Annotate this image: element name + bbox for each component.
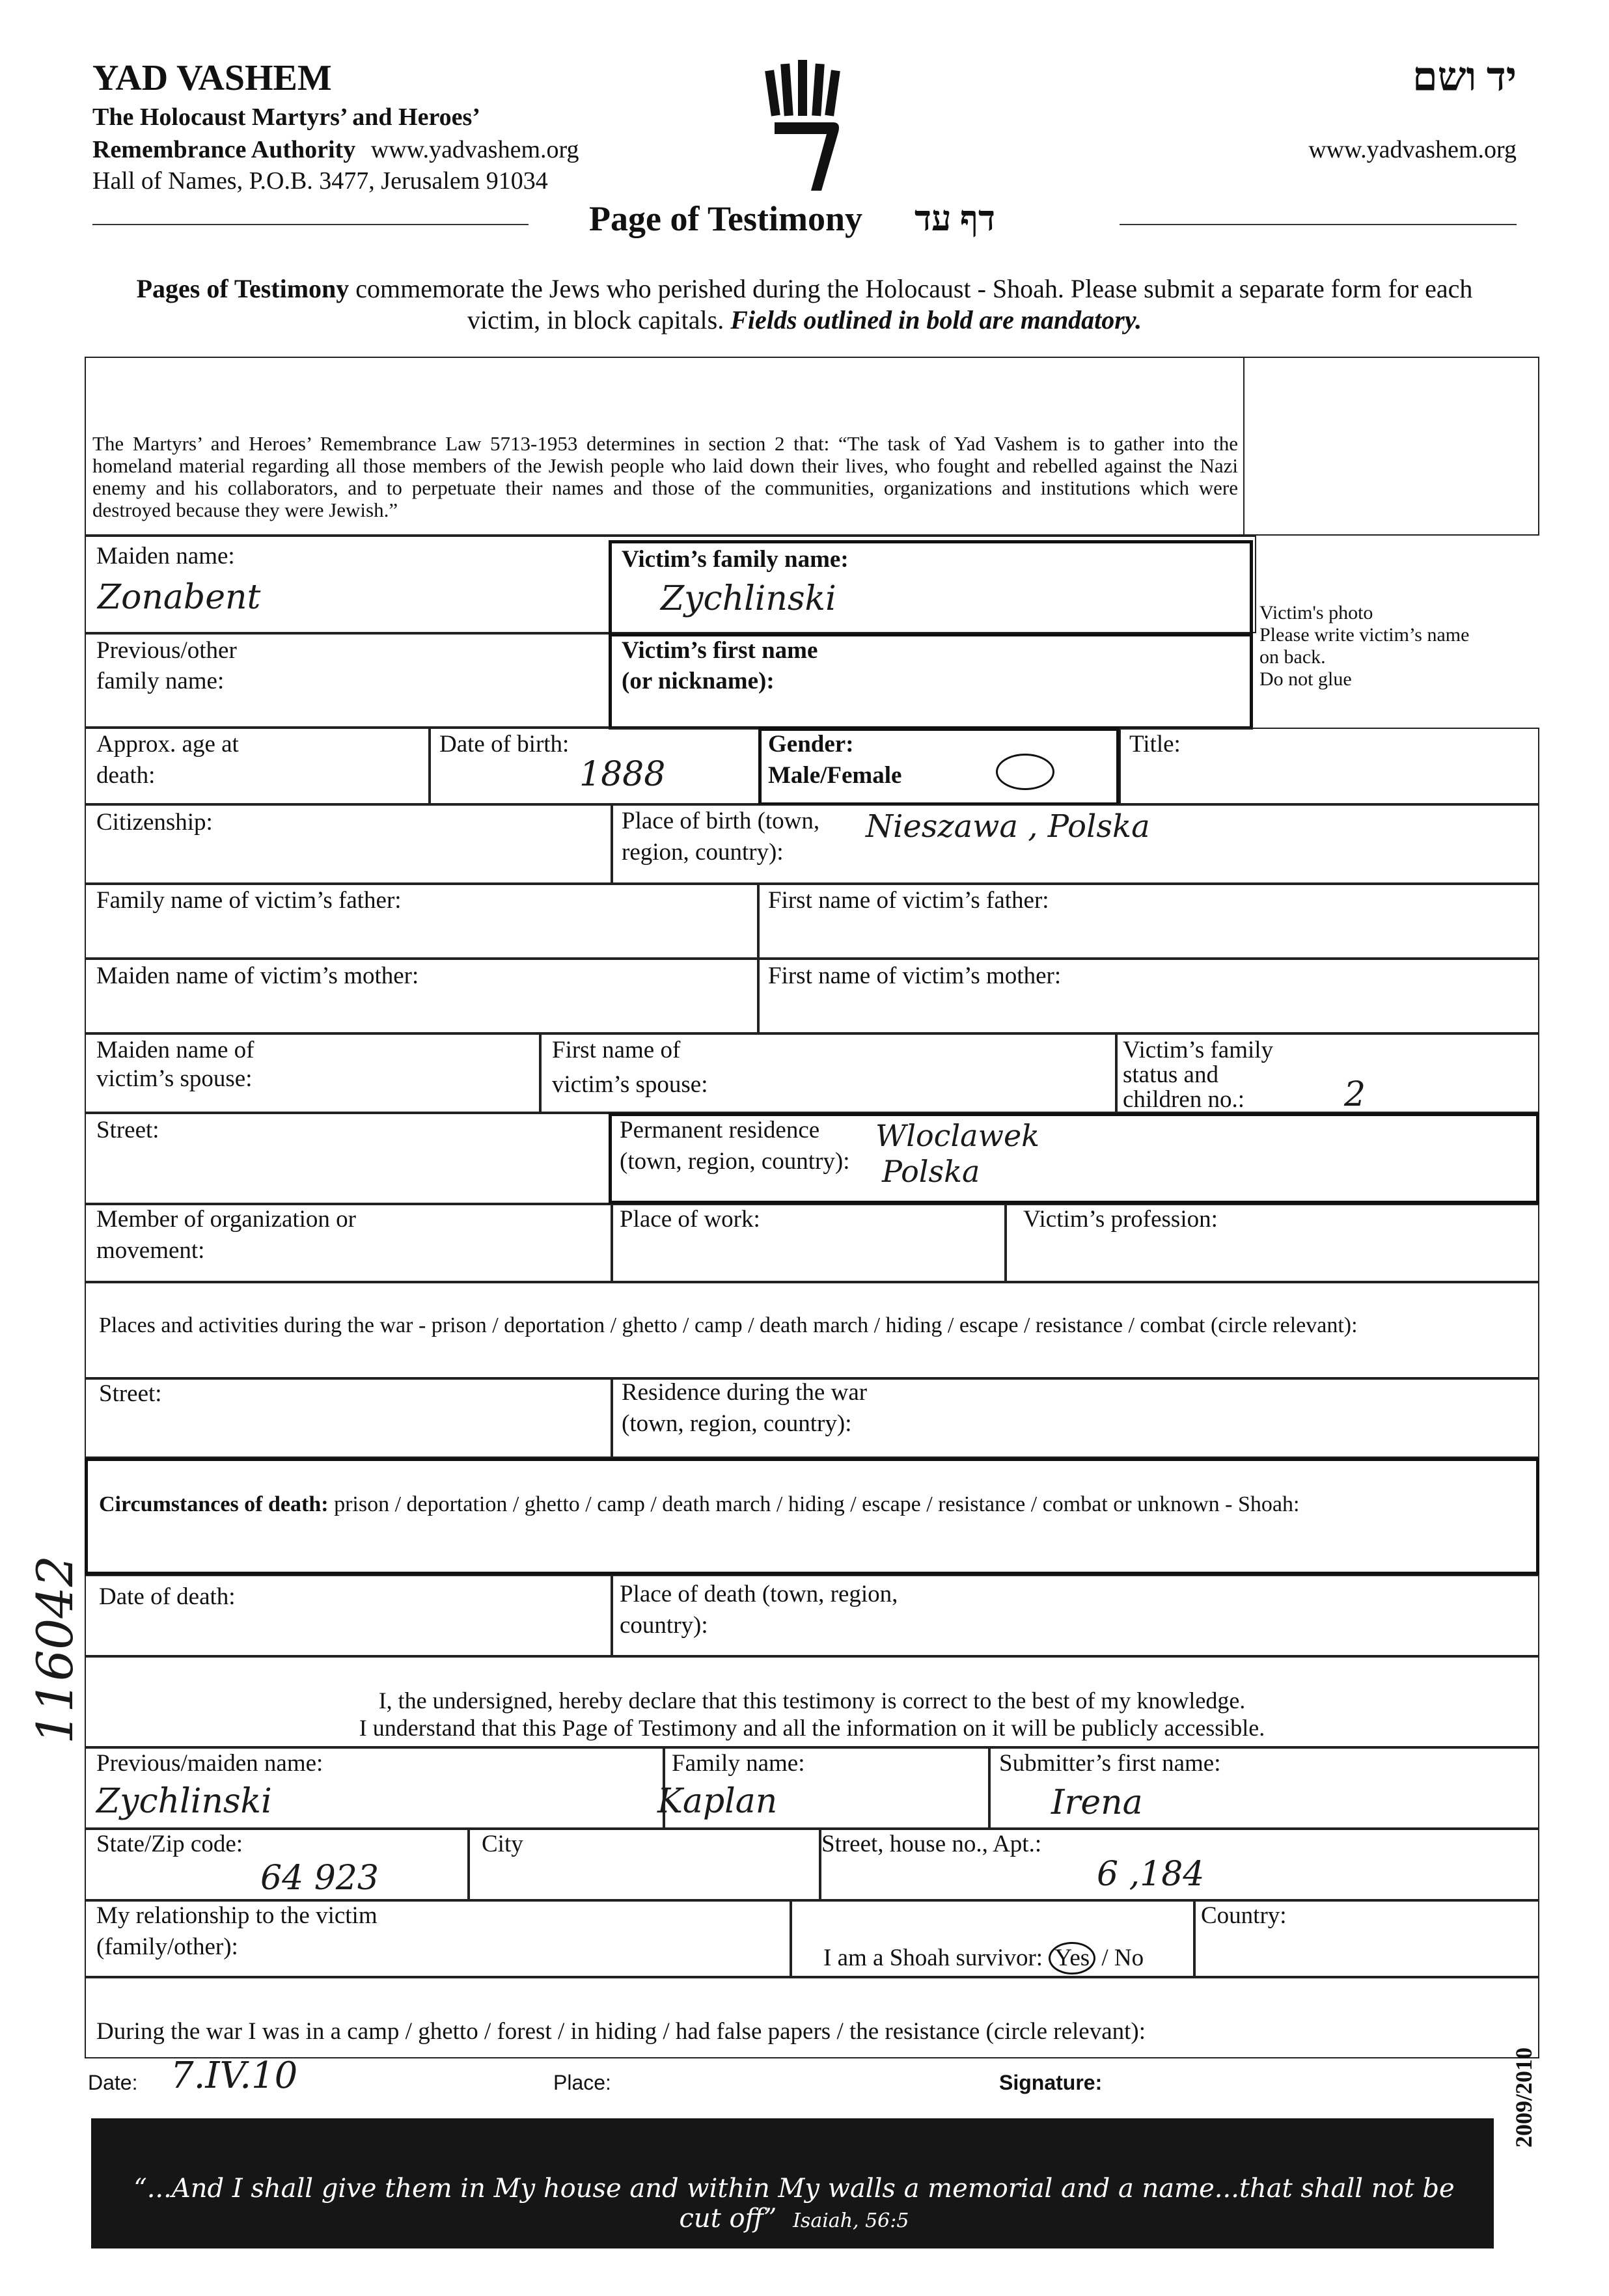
first-name-label2: (or nickname): [622,668,775,694]
mother-first-label: First name of victim’s mother: [768,963,1062,989]
previous-name-label2: family name: [96,668,225,694]
death-circ-options: prison / deportation / ghetto / camp / death march / hiding / escape / resistance / combat or unknown - Shoah: [334,1492,1300,1516]
org-name: YAD VASHEM [92,58,332,98]
intro-text2: victim, in block capitals. [467,305,724,335]
citizenship-label: Citizenship: [96,809,213,836]
maiden-name-value: Zonabent [98,578,261,617]
yad-vashem-logo-icon [762,57,846,200]
signature-label: Signature: [999,2071,1103,2094]
age-label2: death: [96,762,156,789]
org-member-label1: Member of organization or [96,1206,356,1233]
form-title: Page of Testimony [589,199,863,238]
survivor-yes: Yes [1049,1942,1095,1975]
workplace-label: Place of work: [620,1206,760,1233]
submitter-first-name-label: Submitter’s first name: [999,1750,1221,1777]
dob-value: 1888 [579,755,666,794]
photo-line1: Victim's photo [1259,602,1373,623]
title-label: Title: [1129,731,1181,758]
death-circ-row [99,1490,1299,1519]
zip-value: 64 923 [260,1859,379,1898]
form-year: 2009/2010 [1511,2047,1537,2148]
spouse-maiden-label1: Maiden name of [96,1037,254,1063]
photo-line2: Please write victim’s name [1259,624,1470,646]
photo-line3: on back. [1259,646,1326,668]
intro-text: commemorate the Jews who perished during the Holocaust - Shoah. Please submit a separate form for each [355,274,1473,303]
header-rule-right [1120,224,1517,225]
survivor-row [823,1942,1144,1975]
death-circ-label: Circumstances of death: [99,1492,329,1516]
gender-label1: Gender: [768,731,854,758]
submitter-family-name-value: Kaplan [657,1782,778,1821]
org-line3: Remembrance Authority [92,136,356,163]
place-label: Place: [553,2071,611,2094]
photo-area [1243,357,1539,536]
declaration-line2: I understand that this Page of Testimony and all the information on it will be publicly accessible. [359,1715,1265,1741]
family-status-label2: status and [1123,1061,1218,1088]
submitter-prev-name-label: Previous/maiden name: [96,1750,323,1777]
residence-label2: (town, region, country): [620,1148,850,1175]
survivor-no: / No [1101,1945,1144,1971]
relationship-label2: (family/other): [96,1934,238,1960]
pob-label2: region, country): [622,839,784,866]
law-text: The Martyrs’ and Heroes’ Remembrance Law 5713-1953 determines in section 2 that: “The task of Yad Vashem is to gather into the homeland material regarding all those members of the Jewish people who laid down their lives, who fought and rebelled against the Nazi enemy and his collaborators, and to perpetuate their names and those of the communities, organizations and institutions which were destroyed because they were Jewish.” [92,432,1238,521]
country-label: Country: [1201,1902,1287,1929]
submitter-first-name-value: Irena [1051,1783,1143,1822]
street-cell [85,1113,612,1204]
gender-label2: Male/Female [768,762,902,789]
pob-value: Nieszawa , Polska [866,808,1150,845]
spouse-first-label2: victim’s spouse: [552,1071,708,1098]
war-street-cell [85,1378,612,1458]
war-residence-label1: Residence during the war [622,1379,868,1406]
footer-quote-ref: Isaiah, 56:5 [793,2209,909,2232]
maiden-name-label: Maiden name: [96,543,235,569]
spouse-maiden-label2: victim’s spouse: [96,1065,253,1092]
father-family-label: Family name of victim’s father: [96,887,402,914]
org-line2: The Holocaust Martyrs’ and Heroes’ [92,103,480,131]
website: www.yadvashem.org [370,136,579,163]
form-title-he: דף עד [915,199,995,238]
dob-label: Date of birth: [439,731,570,758]
submitter-street-value: 6 ,184 [1097,1855,1205,1894]
profession-label: Victim’s profession: [1023,1206,1218,1233]
first-name-label1: Victim’s first name [622,637,818,664]
intro-line2 [0,305,1609,336]
city-label: City [482,1831,523,1857]
org-member-label2: movement: [96,1237,205,1264]
date-value: 7.IV.10 [171,2055,298,2097]
submitter-family-name-label: Family name: [672,1750,805,1777]
mother-maiden-label: Maiden name of victim’s mother: [96,963,419,989]
title-cell [1120,728,1539,804]
family-name-value: Zychlinski [661,579,836,618]
website-he: www.yadvashem.org [1308,136,1517,163]
date-label: Date: [88,2071,138,2094]
family-status-label1: Victim’s family [1123,1037,1274,1063]
children-value: 2 [1344,1075,1366,1114]
place-of-death-label2: country): [620,1612,708,1639]
relationship-label1: My relationship to the victim [96,1902,378,1929]
footer-quote: “...And I shall give them in My house and within My walls a memorial and a name...that shall not be cut off” [133,2174,1455,2234]
place-of-death-label1: Place of death (town, region, [620,1581,898,1607]
street-label: Street: [96,1117,159,1143]
gender-circle-mark [996,754,1054,790]
residence-label1: Permanent residence [620,1117,820,1143]
war-location-label: During the war I was in a camp / ghetto / forest / in hiding / had false papers / the resistance (circle relevant): [96,2018,1146,2045]
intro-line1 [0,273,1609,305]
submitter-prev-name-value: Zychlinski [96,1782,272,1821]
war-street-label: Street: [99,1380,162,1407]
survivor-label: I am a Shoah survivor: [823,1945,1043,1971]
org-name-he: יד ושם [1412,55,1517,100]
war-residence-label2: (town, region, country): [622,1410,852,1437]
intro-mandatory: Fields outlined in bold are mandatory. [730,305,1142,335]
photo-line4: Do not glue [1259,668,1352,690]
war-places-label: Places and activities during the war - prison / deportation / ghetto / camp / death march / hiding / escape / resistance / combat (circle relevant): [99,1313,1358,1337]
family-name-label: Victim’s family name: [622,546,849,573]
archive-number: 116042 [26,1555,84,1744]
age-label1: Approx. age at [96,731,239,758]
org-line3-row [92,135,579,164]
previous-name-label1: Previous/other [96,637,237,664]
intro-bold: Pages of Testimony [136,274,350,303]
submitter-street-label: Street, house no., Apt.: [821,1831,1042,1857]
residence-value1: Wloclawek [875,1118,1040,1153]
date-of-death-label: Date of death: [99,1583,236,1610]
header-rule-left [92,224,529,225]
pob-label1: Place of birth (town, [622,808,820,834]
zip-label: State/Zip code: [96,1831,243,1857]
address: Hall of Names, P.O.B. 3477, Jerusalem 91034 [92,167,548,195]
footer-quote-row [117,2174,1471,2234]
spouse-first-label1: First name of [552,1037,681,1063]
family-status-label3: children no.: [1123,1086,1245,1113]
photo-instructions [1259,602,1469,690]
declaration-line1: I, the undersigned, hereby declare that this testimony is correct to the best of my knowledge. [378,1688,1246,1714]
father-first-label: First name of victim’s father: [768,887,1049,914]
residence-value2: Polska [882,1154,980,1189]
